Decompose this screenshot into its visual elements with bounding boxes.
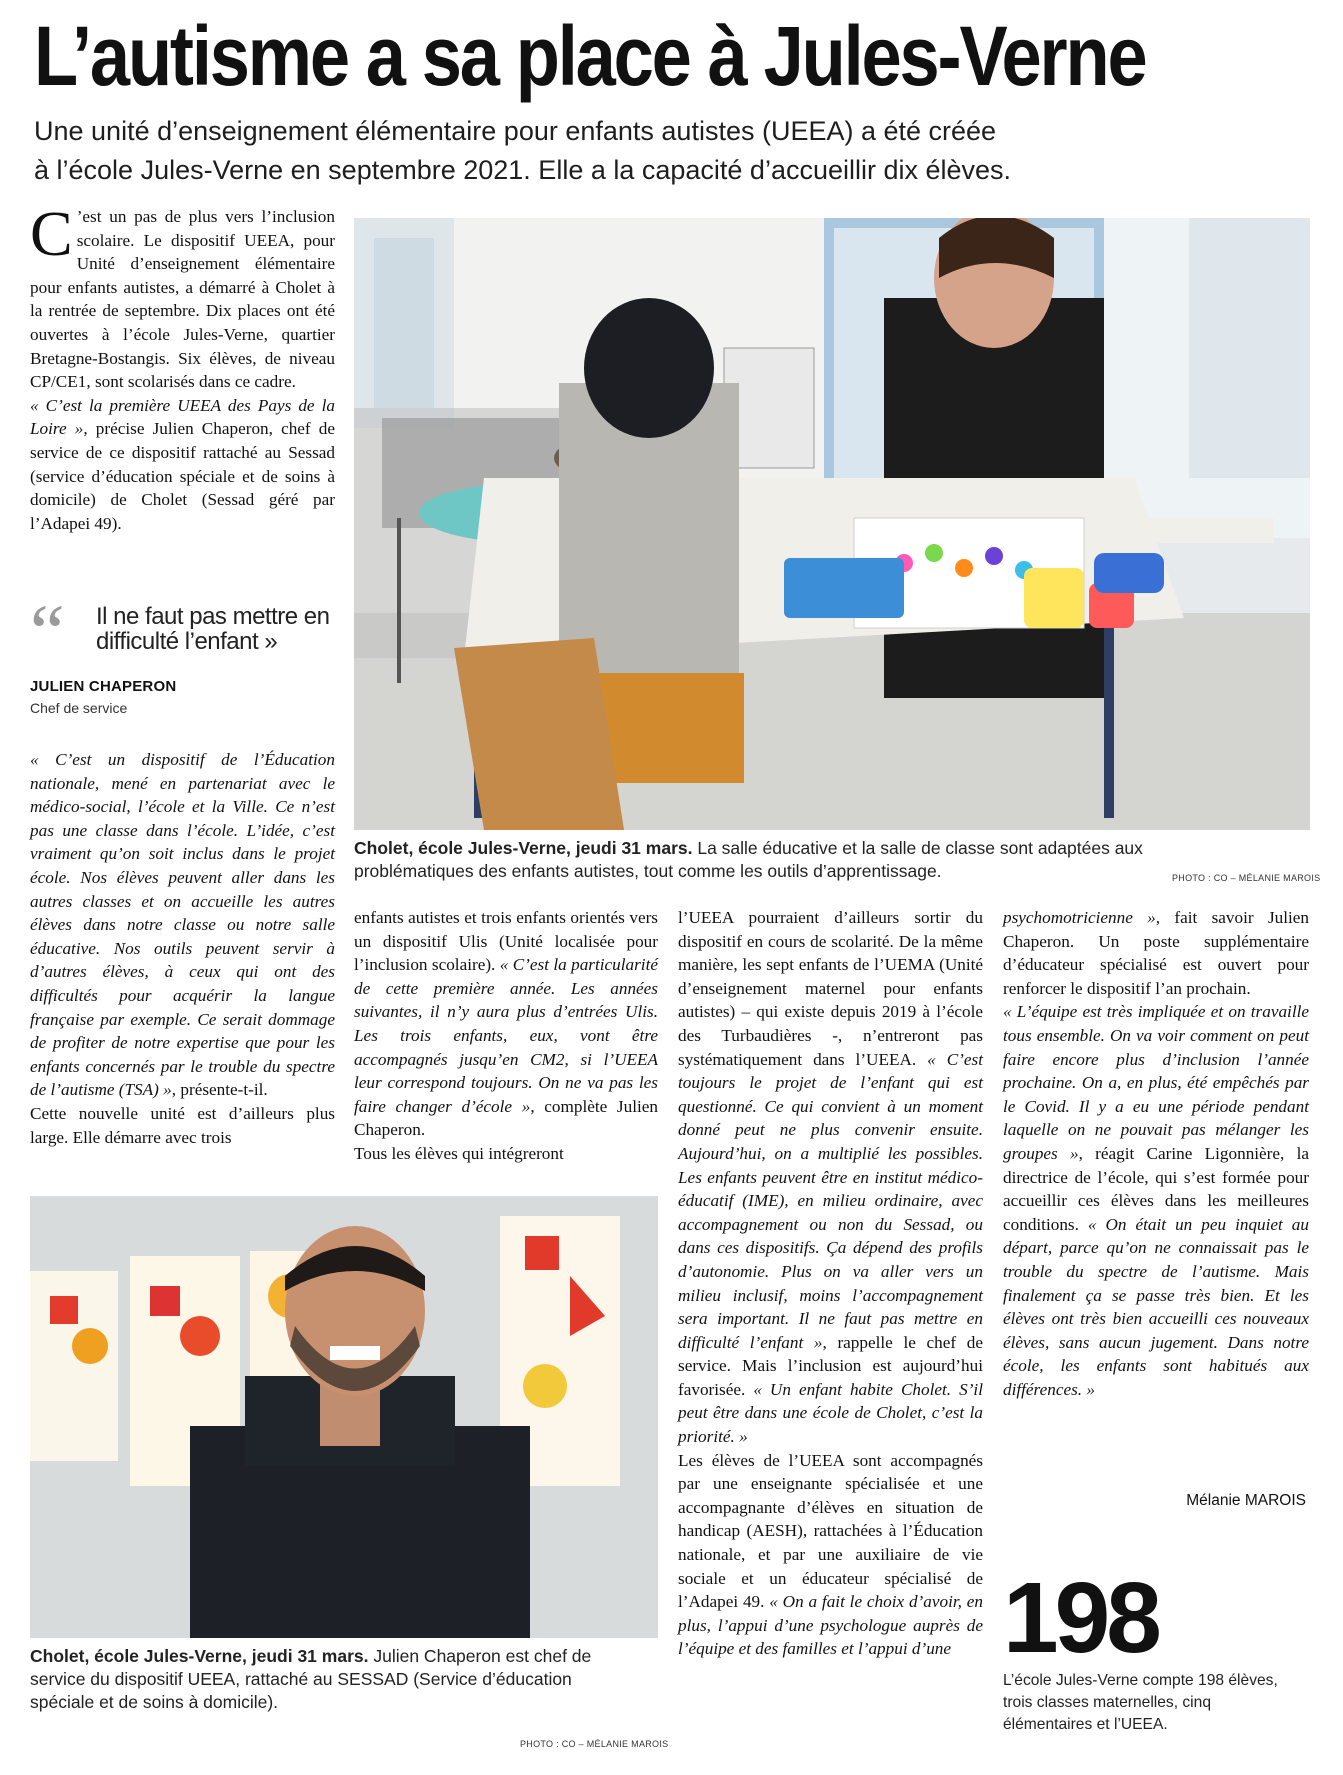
paragraph: ’est un pas de plus vers l’inclusion scolaire. Le dispositif UEEA, pour Unité d’enseignement élémentaire pour enfants autistes, a démarré à Cholet à la rentrée de septembre. Dix places ont été ouvertes à l’école Jules-Verne, quartier Bretagne-Bostangis. Six élèves, de niveau CP/CE1, sont scolarisés dans ce cadre. <box>30 207 335 392</box>
paragraph: , complète Julien Chaperon. <box>354 1096 658 1140</box>
article-column-3 <box>678 906 983 1661</box>
paragraph: , réagit Carine Ligonnière, la directrice de l’école, qui s’est formée pour accueillir ces élèves dans les meilleures conditions. <box>1003 1143 1310 1234</box>
pull-quote-role: Chef de service <box>30 700 128 716</box>
quote: « Un enfant habite Cholet. S’il peut être dans une école de Cholet, c’est la priorité. » <box>678 1379 983 1447</box>
paragraph: Tous les élèves qui intégreront <box>354 1143 564 1163</box>
paragraph: enfants autistes et trois enfants orientés vers un dispositif Ulis (Unité localisée pour l’inclusion scolaire). <box>354 908 658 975</box>
photo-caption-1 <box>354 837 1204 883</box>
portrait-illustration <box>30 1196 658 1638</box>
pull-quote-author: JULIEN CHAPERON <box>30 678 177 695</box>
stat-description: L’école Jules-Verne compte 198 élèves, trois classes maternelles, cinq élémentaires et l’UEEA. <box>1003 1672 1278 1733</box>
article-column-1-continued <box>30 748 335 1149</box>
photo-classroom <box>354 218 1310 830</box>
pull-quote: Il ne faut pas mettre en difficulté l’enfant » <box>96 603 330 655</box>
quote: « C’est la particularité de cette première année. Les années suivantes, il n’y aura plus d’entrées Ulis. Les trois enfants, eux, vont être accompagnés jusqu’en CM2, si l’UEEA leur correspond toujours. On ne va pas les faire changer d’école » <box>354 955 658 1116</box>
paragraph: , précise Julien Chaperon, chef de service de ce dispositif rattaché au Sessad (service d’éducation spéciale et de soins à domicile) de Cholet (Sessad géré par l’Adapei 49). <box>30 419 336 533</box>
quote: « C’est un dispositif de l’Éducation nationale, mené en partenariat avec le médico-social, l’école et la Ville. Ce n’est pas une classe dans l’école. L’idée, c’est vraiment qu’on soit inclus dans le projet école. Nos élèves peuvent aller dans les autres classes et on accueille les autres élèves dans notre classe ou notre salle éducative. Nos outils peuvent servir à d’autres élèves, à ceux qui ont des difficultés pour acquérir la langue française par exemple. Ce serait dommage de profiter de notre expertise que pour les enfants concernés par le trouble du spectre de l’autisme (TSA) » <box>30 750 335 1100</box>
photo-portrait <box>30 1196 658 1638</box>
paragraph: Cette nouvelle unité est d’ailleurs plus large. Elle démarre avec trois <box>30 1103 335 1147</box>
paragraph: , rappelle le chef de service. Mais l’inclusion est aujourd’hui favorisée. <box>678 1332 983 1399</box>
stat-number: 198 <box>1003 1562 1158 1674</box>
article-column-4 <box>1003 906 1309 1401</box>
caption-text: Julien Chaperon est chef de service du dispositif UEEA, rattaché au SESSAD (Service d’éducation spéciale et de soins à domicile). <box>30 1646 592 1712</box>
quote: « On a fait le choix d’avoir, en plus, l’appui d’une psychologue auprès de l’équipe et des familles et l’appui d’une <box>678 1592 983 1659</box>
caption-bold: Cholet, école Jules-Verne, jeudi 31 mars. <box>30 1646 369 1666</box>
photo-credit-2: PHOTO : CO – MÉLANIE MAROIS <box>520 1739 669 1749</box>
quote: psychomotricienne » <box>1003 908 1156 927</box>
article-column-2 <box>354 906 658 1166</box>
headline: L’autisme a sa place à Jules-Verne <box>34 9 1146 103</box>
lede: Une unité d’enseignement élémentaire pour enfants autistes (UEEA) a été créée à l’école Jules-Verne en septembre 2021. Elle a la capacité d’accueillir dix élèves. <box>34 116 1012 185</box>
classroom-illustration <box>354 218 1310 830</box>
paragraph: , fait savoir Julien Chaperon. Un poste supplémentaire d’éducateur spécialisé est ouvert pour renforcer le dispositif l’an prochain. <box>1003 908 1309 998</box>
paragraph: Les élèves de l’UEEA sont accompagnés par une enseignante spécialisée et une accompagnante d’élèves en situation de handicap (AESH), rattachées à l’Éducation nationale, et par une auxiliaire de vie sociale et un éducateur spécialisé de l’Adapei 49. <box>678 1450 983 1612</box>
quote: « L’équipe est très impliquée et on travaille tous ensemble. On va voir comment on peut faire encore plus d’inclusion l’année prochaine. On a, en plus, été empêchés par le Covid. Il y a eu une période pendant laquelle on ne pouvait pas mélanger les groupes » <box>1003 1002 1309 1163</box>
author-signature: Mélanie MAROIS <box>1186 1492 1306 1509</box>
quote: « C’est toujours le projet de l’enfant qui est questionné. Ce qui convient à un moment donné peut ne plus convenir ensuite. Aujourd’hui, on a multiplié les possibles. Les enfants peuvent être en institut médico-éducatif (IME), en milieu ordinaire, avec accompagnement ou non du Sessad, ou dans ces dispositifs. Ça dépend des profils d’autonomie. Plus on va aller vers un milieu inclusif, moins l’accompagnement sera important. Il ne faut pas mettre en difficulté l’enfant » <box>678 1049 984 1352</box>
quote: « On était un peu inquiet au départ, parce qu’on ne connaissait pas le trouble du spectre de l’autisme. Mais finalement ça se passe très bien. Et les élèves ont très bien accueilli ces nouveaux élèves, sans aucun jugement. Dans notre école, les enfants sont habitués aux différences. » <box>1003 1214 1309 1399</box>
photo-caption-2 <box>30 1645 640 1714</box>
caption-bold: Cholet, école Jules-Verne, jeudi 31 mars. <box>354 838 693 858</box>
photo-credit-1: PHOTO : CO – MÉLANIE MAROIS <box>1172 873 1321 883</box>
article-column-1 <box>30 198 336 535</box>
paragraph: l’UEEA pourraient d’ailleurs sortir du dispositif en cours de scolarité. De la même manière, les sept enfants de l’UEMA (Unité d’enseignement maternel pour enfants autistes) – qui existe depuis 2019 à l’école des Turbaudières -, n’entreront pas systématiquement dans l’UEEA. <box>678 908 983 1069</box>
caption-text: La salle éducative et la salle de classe sont adaptées aux problématiques des enfants autistes, tout comme les outils d’apprentissage. <box>354 838 1143 881</box>
quote-mark-icon: “ <box>30 588 65 675</box>
paragraph: , présente-t-il. <box>171 1080 268 1100</box>
drop-cap: C <box>30 198 73 269</box>
quote: « C’est la première UEEA des Pays de la Loire » <box>30 395 335 439</box>
